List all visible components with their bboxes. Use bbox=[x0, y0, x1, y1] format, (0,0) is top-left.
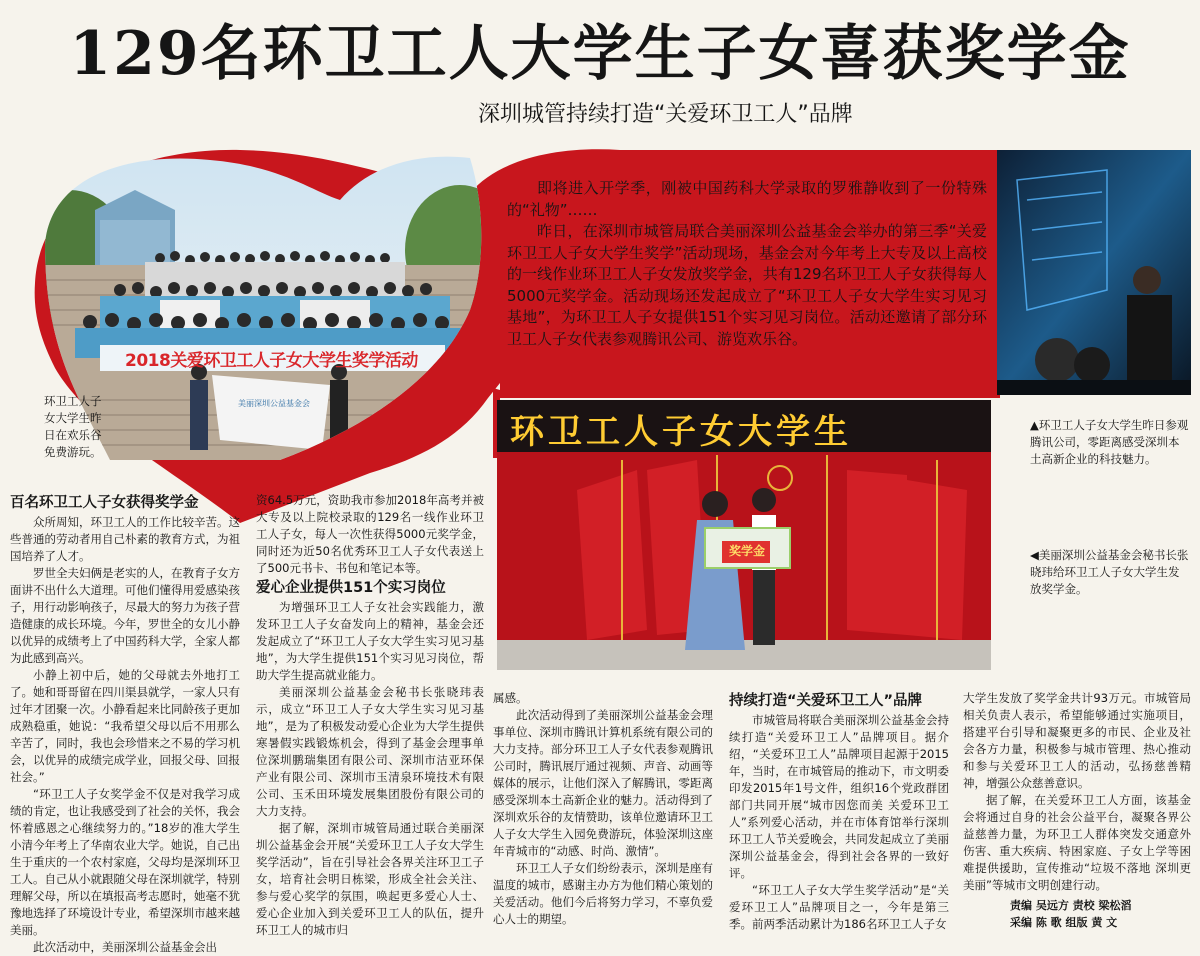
group-banner-text: 2018关爱环卫工人子女大学生奖学活动 bbox=[125, 351, 418, 371]
column-5-paragraph: 据了解，在关爱环卫工人方面，该基金会将通过自身的社会公益平台，凝聚各界公益慈善力量，为环卫工人群体突发交通意外伤害、重大疾病、特困家庭、子女上学等困难提供援助，宣传推动“垃圾不落地 深圳更美丽”等城市文明创建行动。 bbox=[963, 793, 1191, 892]
editor-line-2: 采编 陈 歌 组版 黄 文 bbox=[1010, 916, 1118, 929]
headline: 129名环卫工人大学生子女喜获奖学金 bbox=[69, 19, 1131, 89]
column-4-paragraph: “环卫工人子女大学生奖学活动”是“关爱环卫工人”品牌项目之一，今年是第三季。前两季活动累计为186名环卫工人子女 bbox=[729, 883, 949, 931]
column-1 bbox=[10, 492, 240, 956]
column-3-paragraph: 此次活动得到了美丽深圳公益基金会理事单位、深圳市腾讯计算机系统有限公司的大力支持。部分环卫工人子女代表参观腾讯公司时，腾讯展厅通过视频、声音、动画等媒体的展示，让他们深入了解腾讯，零距离感受深圳本土高新企业的魅力。活动得到了深圳欢乐谷的友情赞助，该单位邀请环卫工人子女大学生入园免费游玩，体验深圳这座年青城市的“动感、时尚、激情”。 bbox=[493, 708, 713, 858]
subheadline: 深圳城管持续打造“关爱环卫工人”品牌 bbox=[478, 102, 853, 127]
column-1-paragraph: 罗世全夫妇俩是老实的人，在教育子女方面讲不出什么大道理。可他们懂得用爱感染孩子，用行动影响孩子，尽最大的努力为孩子营造健康的成长环境。今年，罗世全的女儿小静以优异的成绩考上了中国药科大学，全家人都为此感到高兴。 bbox=[10, 566, 240, 665]
column-1-paragraph: “环卫工人子女奖学金不仅是对我学习成绩的肯定，也让我感受到了社会的关怀，我会怀着感恩之心继续努力的。”18岁的准大学生小清今年考上了华南农业大学。她说，自己出生于重庆的一个农村家庭，父母均是深圳环卫工人。自己从小就跟随父母在深圳就学，特别理解父母，所以在填报高考志愿时，她毫不犹豫地选择了环境设计专业，希望深圳市越来越美丽。 bbox=[10, 787, 240, 937]
column-3 bbox=[493, 690, 713, 928]
column-1-paragraph: 此次活动中，美丽深圳公益基金会出 bbox=[33, 940, 217, 954]
column-2-paragraph: 美丽深圳公益基金会秘书长张晓玮表示，成立“环卫工人子女大学生实习见习基地”，是为了积极发动爱心企业为大学生提供寒暑假实践锻炼机会，得到了基金会理事单位深圳鹏瑞集团有限公司、深圳市洁亚环保产业有限公司、深圳市玉清泉环境技术有限公司、玉禾田环境发展集团股份有限公司的大力支持。 bbox=[256, 685, 484, 818]
column-4-heading: 持续打造“关爱环卫工人”品牌 bbox=[729, 693, 923, 709]
tencent-photo-caption: ▲环卫工人子女大学生昨日参观腾讯公司，零距离感受深圳本土高新企业的科技魅力。 bbox=[1030, 418, 1189, 466]
group-cloth-text: 美丽深圳公益基金会 bbox=[238, 399, 310, 408]
lead-paragraph-1: 即将进入开学季，刚被中国药科大学录取的罗雅静收到了一份特殊的“礼物”…… bbox=[507, 179, 987, 219]
column-3-paragraph: 环卫工人子女们纷纷表示，深圳是座有温度的城市，感谢主办方为他们精心策划的关爱活动。他们今后将努力学习，不辜负爱心人士的期望。 bbox=[493, 861, 713, 926]
column-5 bbox=[963, 690, 1191, 894]
column-2-heading: 爱心企业提供151个实习岗位 bbox=[256, 580, 446, 596]
group-photo-caption: 环卫工人子女大学生昨日在欢乐谷免费游玩。 bbox=[44, 394, 102, 459]
column-1-paragraph: 小静上初中后，她的父母就去外地打工了。她和哥哥留在四川渠县就学，一家人只有过年才团聚一次。小静看起来比同龄孩子更加成熟稳重，她说：“我希望父母以后不用那么辛苦了，同时，我也会珍惜来之不易的学习机会，以优异的成绩完成学业，回报父母、回报社会。” bbox=[10, 668, 240, 784]
column-1-heading: 百名环卫工人子女获得奖学金 bbox=[10, 495, 199, 511]
award-board-text: 奖学金 bbox=[728, 544, 765, 558]
column-4-paragraph: 市城管局将联合美丽深圳公益基金会持续打造“关爱环卫工人”品牌项目。据介绍，“关爱环卫工人”品牌项目起源于2015年，当时，在市城管局的推动下，市文明委印发2015年1号文件，组织16个党政群团部门共同开展“城市因您而美 关爱环卫工人”系列爱心活动，并在市体育馆举行深圳环卫工人节关爱晚会，共同发起成立了美丽深圳公益基金会，得到社会各界的一致好评。 bbox=[729, 713, 949, 880]
editor-line-1: 责编 吴远方 责校 梁松滔 bbox=[1010, 899, 1132, 912]
column-1-paragraph: 众所周知，环卫工人的工作比较辛苦。这些普通的劳动者用自己朴素的教育方式，为祖国培养了人才。 bbox=[10, 515, 240, 563]
column-2 bbox=[256, 492, 484, 939]
editor-credits bbox=[1010, 897, 1132, 931]
column-3-paragraph: 属感。 bbox=[493, 691, 528, 705]
lead-paragraph-2: 昨日，在深圳市城管局联合美丽深圳公益基金会举办的第三季“关爱环卫工人子女大学生奖学”活动现场，基金会对今年考上大专及以上高校的一线作业环卫工人子女发放奖学金，共有129名环卫工人子女获得每人5000元奖学金。活动现场还发起成立了“环卫工人子女大学生实习见习基地”，为环卫工人子女提供151个实习见习岗位。活动还邀请了部分环卫工人子女代表参观腾讯公司、游览欢乐谷。 bbox=[507, 222, 987, 348]
award-photo-caption: ◀美丽深圳公益基金会秘书长张晓玮给环卫工人子女大学生发放奖学金。 bbox=[1030, 548, 1189, 596]
stage-backdrop-text: 环卫工人子女大学生 bbox=[510, 412, 852, 452]
tencent-photo bbox=[997, 150, 1191, 395]
column-2-paragraph: 为增强环卫工人子女社会实践能力，激发环卫工人子女奋发向上的精神，基金会还发起成立了“环卫工人子女大学生实习见习基地”，为大学生提供151个实习见习岗位，帮助大学生提高就业能力。 bbox=[256, 600, 484, 682]
lead-text bbox=[507, 178, 987, 350]
column-2-paragraph: 据了解，深圳市城管局通过联合美丽深圳公益基金会开展“关爱环卫工人子女大学生奖学活动”，旨在引导社会各界关注环卫工子女，培育社会明日栋梁，形成全社会关注、参与爱心奖学的氛围，唤起更多爱心人士、爱心企业加入到关爱环卫工人的队伍，提升环卫工人的城市归 bbox=[256, 821, 484, 937]
column-4 bbox=[729, 690, 949, 933]
column-2-paragraph: 资64.5万元，资助我市参加2018年高考并被大专及以上院校录取的129名一线作业环卫工人子女，每人一次性获得5000元奖学金，同时还为近50名优秀环卫工人子女代表送上了500元书卡、书包和笔记本等。 bbox=[256, 493, 484, 575]
column-5-paragraph: 大学生发放了奖学金共计93万元。市城管局相关负责人表示，希望能够通过实施项目，搭建平台引导和凝聚更多的市民、企业及社会各方力量，积极参与城市管理、热心推动和参与关爱环卫工人的活动，弘扬慈善精神，增强公众慈善意识。 bbox=[963, 691, 1191, 790]
